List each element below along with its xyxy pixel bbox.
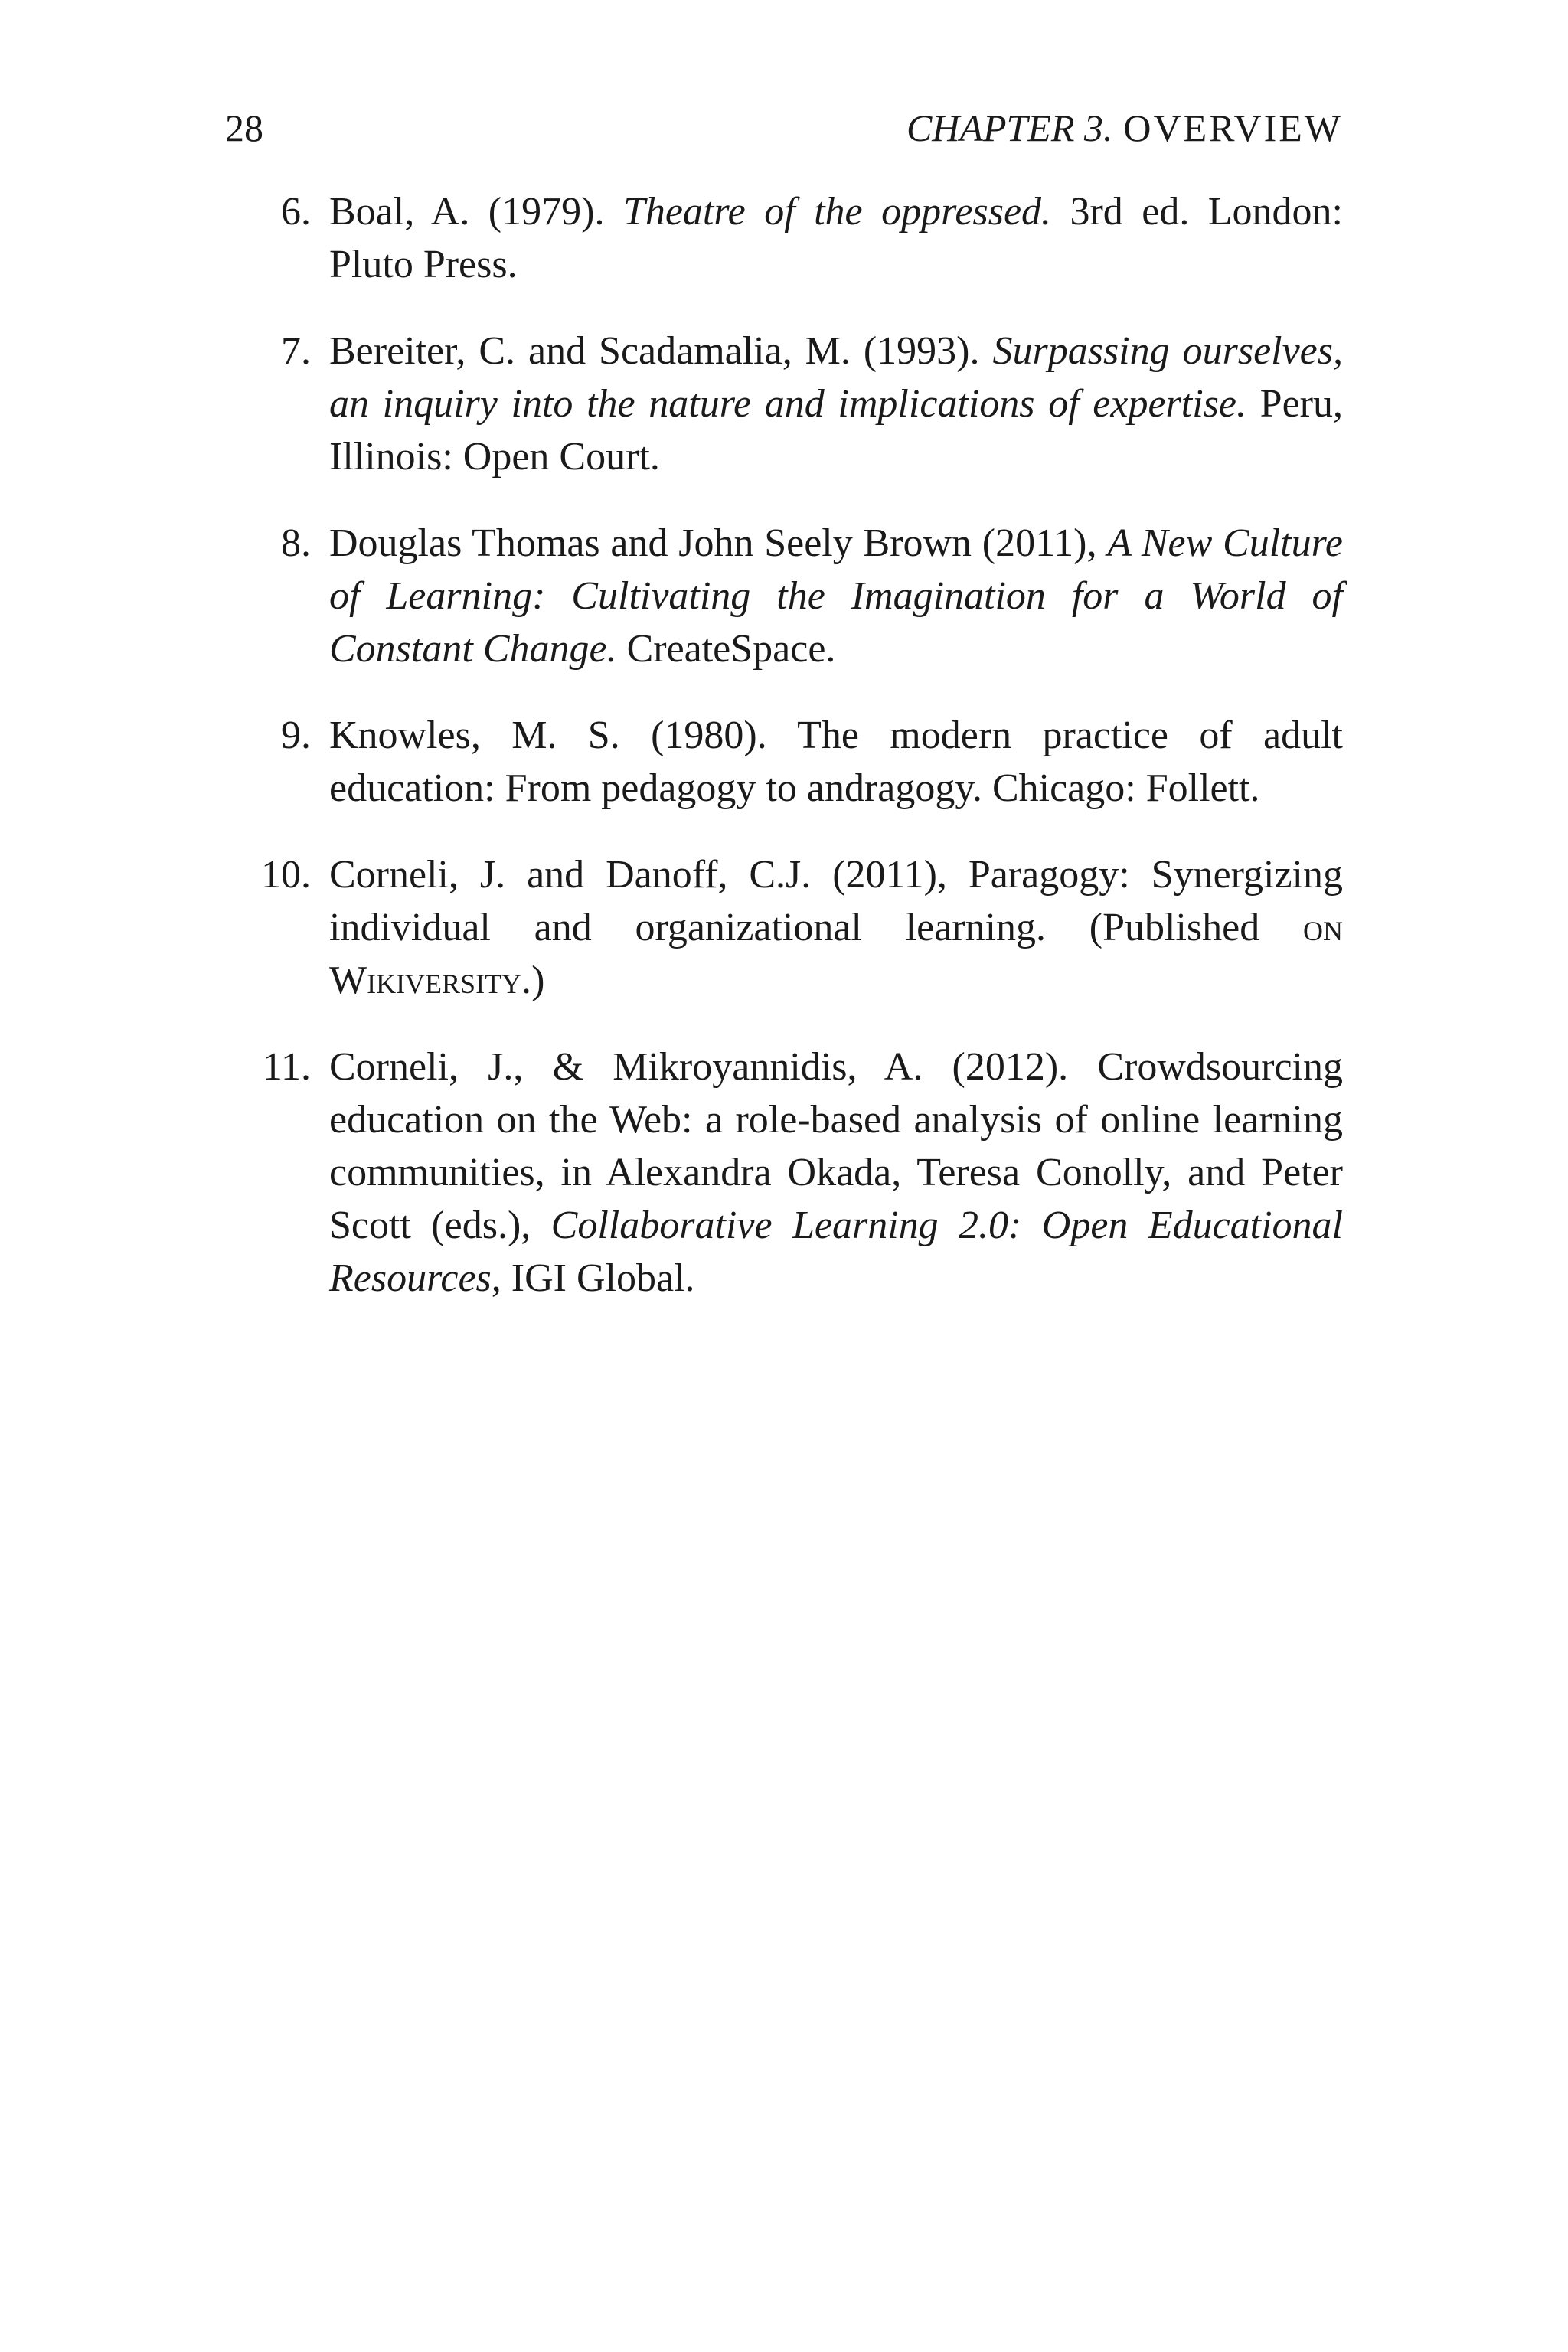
- reference-item: [253, 848, 1343, 1007]
- reference-item: [253, 1040, 1343, 1305]
- reference-title: Surpassing ourselves, an inquiry into the nature and implications of expertise.: [329, 329, 1343, 426]
- reference-number: 8.: [281, 521, 311, 565]
- chapter-title: OVERVIEW: [1123, 106, 1343, 149]
- reference-segment: Boal, A. (1979).: [329, 190, 623, 234]
- reference-segment: Peru, Illinois: Open Court.: [329, 382, 1343, 479]
- reference-text: [329, 190, 1343, 286]
- reference-segment: , IGI Global.: [491, 1256, 695, 1300]
- reference-segment: Corneli, J. and Danoff, C.J. (2011), Paragogy: Synergizing individual and organizational learning. (Published: [329, 853, 1343, 949]
- reference-number: 10.: [261, 853, 311, 897]
- reference-list: [253, 185, 1343, 1338]
- reference-title: A New Culture of Learning: Cultivating the Imagination for a World of Constant Change.: [329, 521, 1343, 671]
- reference-text: [329, 521, 1343, 671]
- reference-number: 6.: [281, 190, 311, 234]
- reference-number: 11.: [262, 1045, 311, 1089]
- chapter-heading: [906, 101, 1343, 155]
- reference-item: [253, 185, 1343, 291]
- reference-item: [253, 517, 1343, 675]
- reference-number: 9.: [281, 714, 311, 757]
- reference-text: [329, 714, 1343, 810]
- reference-text: [329, 329, 1343, 479]
- page-number: 28: [225, 106, 263, 149]
- reference-item: [253, 325, 1343, 483]
- reference-segment: Knowles, M. S. (1980). The modern practice of adult education: From pedagogy to andragogy. Chicago: Follett.: [329, 714, 1343, 810]
- reference-text: [329, 853, 1343, 1002]
- reference-title: Collaborative Learning 2.0: Open Educational Resources: [329, 1204, 1344, 1300]
- running-head: [225, 101, 1343, 155]
- reference-segment: ): [531, 959, 545, 1002]
- reference-venue: on Wikiversity.: [329, 906, 1343, 1002]
- reference-segment: CreateSpace.: [616, 627, 836, 671]
- reference-title: Theatre of the oppressed.: [622, 190, 1052, 234]
- reference-text: [329, 1045, 1343, 1300]
- reference-segment: Douglas Thomas and John Seely Brown (2011),: [329, 521, 1108, 565]
- reference-segment: Bereiter, C. and Scadamalia, M. (1993).: [329, 329, 993, 373]
- reference-item: [253, 709, 1343, 815]
- reference-number: 7.: [281, 329, 311, 373]
- reference-segment: Corneli, J., & Mikroyannidis, A. (2012). Crowdsourcing education on the Web: a role-based analysis of online learning communities, in Alexandra Okada, Teresa Conolly, and Peter Scott (eds.),: [329, 1045, 1343, 1247]
- chapter-label: CHAPTER 3.: [906, 106, 1113, 149]
- reference-segment: 3rd ed. London: Pluto Press.: [329, 190, 1344, 286]
